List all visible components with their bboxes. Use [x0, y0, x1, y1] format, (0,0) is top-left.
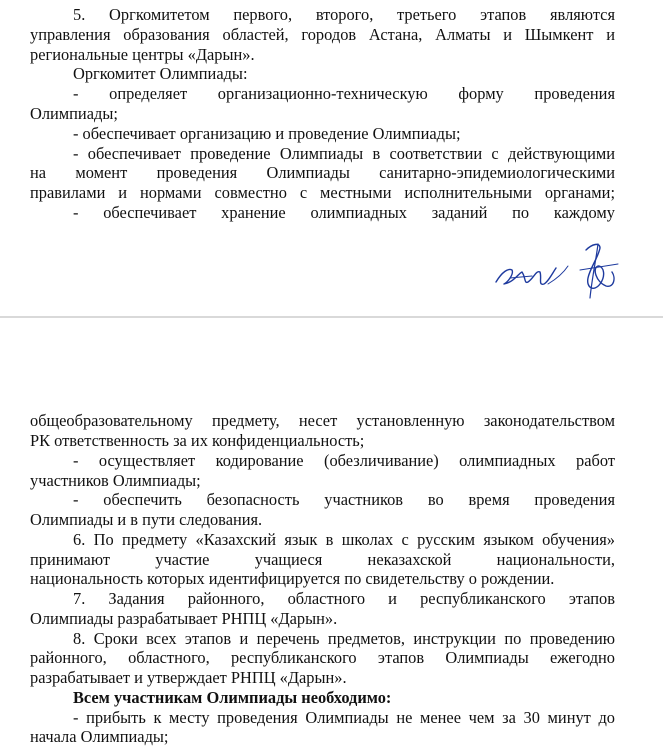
text-line: районного, областного, республиканского этапов Олимпиады ежегодно — [30, 648, 615, 667]
text-line: на момент проведения Олимпиады санитарно-эпидемиологическими — [30, 163, 615, 182]
text-line: - определяет организационно-техническую форму проведения — [73, 84, 615, 103]
text-line: управления образования областей, городов Астана, Алматы и Шымкент и — [30, 25, 615, 44]
text-line: Оргкомитет Олимпиады: — [73, 64, 248, 83]
text-line: правилами и нормами совместно с местными исполнительными органами; — [30, 183, 615, 202]
text-line: 8. Сроки всех этапов и перечень предметов, инструкции по проведению — [73, 629, 615, 648]
text-line: общеобразовательному предмету, несет установленную законодательством — [30, 411, 615, 430]
text-line: региональные центры «Дарын». — [30, 45, 255, 64]
text-line: разрабатывает и утверждает РНПЦ «Дарын». — [30, 668, 347, 687]
text-line: Олимпиады; — [30, 104, 118, 123]
document-page-2 — [0, 318, 663, 747]
text-line: - обеспечивает проведение Олимпиады в соответствии с действующими — [73, 144, 615, 163]
text-line: национальность которых идентифицируется по свидетельству о рождении. — [30, 569, 555, 588]
document-page-1 — [0, 0, 663, 317]
text-line: РК ответственность за их конфиденциальность; — [30, 431, 365, 450]
text-line: Олимпиады и в пути следования. — [30, 510, 263, 529]
text-line: принимают участие учащиеся неказахской национальности, — [30, 550, 615, 569]
text-line: начала Олимпиады; — [30, 727, 169, 746]
text-line: 6. По предмету «Казахский язык в школах с русским языком обучения» — [73, 530, 615, 549]
text-line: - обеспечить безопасность участников во время проведения — [73, 490, 615, 509]
section-heading: Всем участникам Олимпиады необходимо: — [73, 688, 392, 707]
signature-icon — [488, 238, 628, 304]
text-line: 7. Задания районного, областного и республиканского этапов — [73, 589, 615, 608]
text-line: - обеспечивает хранение олимпиадных заданий по каждому — [73, 203, 615, 222]
text-line: - обеспечивает организацию и проведение Олимпиады; — [73, 124, 461, 143]
text-line: - осуществляет кодирование (обезличивание) олимпиадных работ — [73, 451, 615, 470]
text-line: 5. Оргкомитетом первого, второго, третьего этапов являются — [73, 5, 615, 24]
text-line: - прибыть к месту проведения Олимпиады не менее чем за 30 минут до — [73, 708, 615, 727]
text-line: участников Олимпиады; — [30, 471, 201, 490]
text-line: Олимпиады разрабатывает РНПЦ «Дарын». — [30, 609, 338, 628]
